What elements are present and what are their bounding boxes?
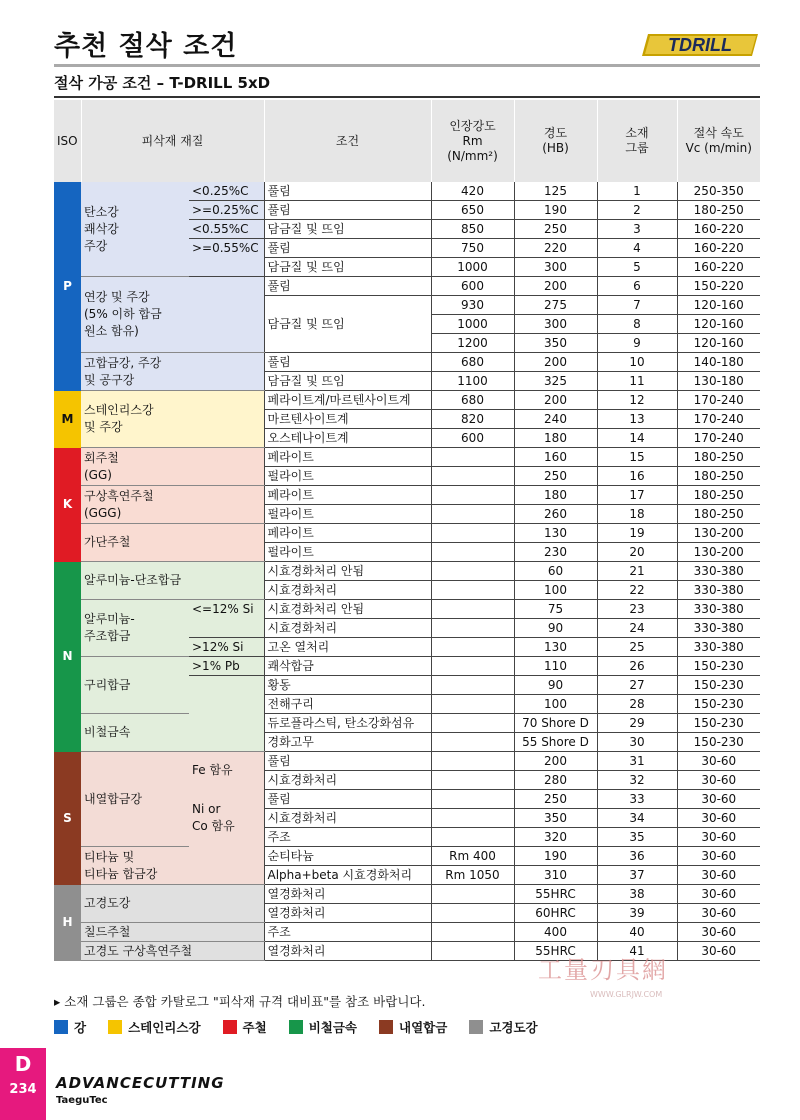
legend-item — [289, 1018, 357, 1036]
legend-item — [54, 1018, 86, 1036]
tensile-cell: 600 — [431, 429, 514, 448]
group-cell: 10 — [597, 353, 677, 372]
tensile-cell — [431, 790, 514, 809]
subtitle: 절삭 가공 조건 – T-DRILL 5xD — [54, 74, 271, 92]
speed-cell: 250-350 — [677, 182, 760, 201]
hardness-cell: 200 — [514, 277, 597, 296]
table-header-row — [54, 100, 760, 182]
table-row — [54, 562, 760, 581]
legend-item — [223, 1018, 267, 1036]
speed-cell: 140-180 — [677, 353, 760, 372]
group-cell: 1 — [597, 182, 677, 201]
tensile-cell — [431, 714, 514, 733]
speed-cell: 30-60 — [677, 790, 760, 809]
condition-cell: 전해구리 — [264, 695, 431, 714]
tensile-cell: 1200 — [431, 334, 514, 353]
tensile-cell — [431, 904, 514, 923]
hardness-cell: 240 — [514, 410, 597, 429]
speed-cell: 330-380 — [677, 581, 760, 600]
condition-cell: 펄라이트 — [264, 543, 431, 562]
condition-cell: 시효경화처리 — [264, 809, 431, 828]
group-cell: 40 — [597, 923, 677, 942]
hardness-cell: 75 — [514, 600, 597, 619]
condition-cell: 마르텐사이트계 — [264, 410, 431, 429]
legend-label: 내열합금 — [399, 1020, 448, 1035]
condition-cell: 시효경화처리 — [264, 581, 431, 600]
hardness-cell: 160 — [514, 448, 597, 467]
footnote: ▸ 소재 그룹은 종합 카탈로그 "피삭재 규격 대비표"를 참조 바랍니다. — [54, 994, 426, 1009]
group-cell: 27 — [597, 676, 677, 695]
iso-cell-k: K — [54, 448, 81, 562]
group-cell: 7 — [597, 296, 677, 315]
sub-cell: Fe 함유 — [189, 752, 264, 790]
speed-cell: 120-160 — [677, 296, 760, 315]
speed-cell: 130-180 — [677, 372, 760, 391]
svg-text:TDRILL: TDRILL — [668, 35, 732, 55]
group-cell: 21 — [597, 562, 677, 581]
speed-cell: 180-250 — [677, 486, 760, 505]
material-cell: 구상흑연주철 (GGG) — [81, 486, 264, 524]
table-row — [54, 277, 760, 296]
legend-label: 주철 — [242, 1020, 267, 1035]
speed-cell: 150-230 — [677, 676, 760, 695]
condition-cell: 시효경화처리 안됨 — [264, 600, 431, 619]
table-body — [54, 182, 760, 961]
hardness-cell: 200 — [514, 353, 597, 372]
watermark: 工量刃具網 — [538, 956, 668, 984]
hardness-cell: 70 Shore D — [514, 714, 597, 733]
tensile-cell — [431, 486, 514, 505]
iso-cell-n: N — [54, 562, 81, 752]
hardness-cell: 130 — [514, 524, 597, 543]
tensile-cell — [431, 771, 514, 790]
material-cell: 고경도 구상흑연주철 — [81, 942, 264, 961]
tensile-cell — [431, 467, 514, 486]
condition-cell: 고온 열처리 — [264, 638, 431, 657]
tensile-cell — [431, 752, 514, 771]
sub-cell: <0.25%C — [189, 182, 264, 201]
speed-cell: 180-250 — [677, 201, 760, 220]
condition-cell: 담금질 및 뜨임 — [264, 258, 431, 277]
condition-cell: 담금질 및 뜨임 — [264, 296, 431, 353]
sub-cell: <=12% Si — [189, 600, 264, 638]
watermark-url: WWW.GLRJW.COM — [590, 990, 663, 999]
group-cell: 9 — [597, 334, 677, 353]
header-iso: ISO — [54, 100, 81, 182]
group-cell: 36 — [597, 847, 677, 866]
table-row — [54, 353, 760, 372]
subtitle-rule — [54, 96, 760, 98]
title-rule — [54, 64, 760, 67]
hardness-cell: 55HRC — [514, 885, 597, 904]
iso-cell-p: P — [54, 182, 81, 391]
group-cell: 37 — [597, 866, 677, 885]
hardness-cell: 190 — [514, 201, 597, 220]
condition-cell: 담금질 및 뜨임 — [264, 220, 431, 239]
tensile-cell — [431, 505, 514, 524]
group-cell: 17 — [597, 486, 677, 505]
material-cell: 알루미늄- 주조합금 — [81, 600, 189, 657]
table-row — [54, 182, 760, 201]
hardness-cell: 230 — [514, 543, 597, 562]
table-row — [54, 600, 760, 619]
speed-cell: 180-250 — [677, 505, 760, 524]
speed-cell: 30-60 — [677, 942, 760, 961]
speed-cell: 330-380 — [677, 600, 760, 619]
material-cell: 스테인리스강 및 주강 — [81, 391, 264, 448]
speed-cell: 120-160 — [677, 334, 760, 353]
group-cell: 5 — [597, 258, 677, 277]
hardness-cell: 130 — [514, 638, 597, 657]
condition-cell: 페라이트 — [264, 448, 431, 467]
group-cell: 34 — [597, 809, 677, 828]
condition-cell: 풀림 — [264, 752, 431, 771]
hardness-cell: 200 — [514, 752, 597, 771]
tensile-cell — [431, 809, 514, 828]
condition-cell: 펄라이트 — [264, 505, 431, 524]
legend-label: 강 — [74, 1020, 87, 1035]
tensile-cell: 750 — [431, 239, 514, 258]
table-row — [54, 448, 760, 467]
hardness-cell: 100 — [514, 695, 597, 714]
speed-cell: 130-200 — [677, 524, 760, 543]
header-speed: 절삭 속도 Vc (m/min) — [677, 100, 760, 182]
group-cell: 16 — [597, 467, 677, 486]
group-cell: 30 — [597, 733, 677, 752]
section-tab — [0, 1048, 46, 1120]
sub-cell: <0.55%C — [189, 220, 264, 239]
group-cell: 33 — [597, 790, 677, 809]
sub-cell: Ni or Co 함유 — [189, 790, 264, 847]
hardness-cell: 180 — [514, 486, 597, 505]
speed-cell: 30-60 — [677, 847, 760, 866]
speed-cell: 130-200 — [677, 543, 760, 562]
condition-cell: 시효경화처리 — [264, 771, 431, 790]
hardness-cell: 400 — [514, 923, 597, 942]
hardness-cell: 60 — [514, 562, 597, 581]
cutting-conditions-table — [54, 100, 760, 961]
tensile-cell: 1000 — [431, 315, 514, 334]
header-tensile: 인장강도 Rm (N/mm²) — [431, 100, 514, 182]
condition-cell: 시효경화처리 — [264, 619, 431, 638]
condition-cell: 쾌삭합금 — [264, 657, 431, 676]
hardness-cell: 300 — [514, 315, 597, 334]
tensile-cell — [431, 676, 514, 695]
tensile-cell — [431, 828, 514, 847]
condition-cell: 풀림 — [264, 201, 431, 220]
condition-cell: 열경화처리 — [264, 885, 431, 904]
material-cell: 비철금속 — [81, 714, 264, 752]
speed-cell: 150-230 — [677, 733, 760, 752]
material-cell: 회주철 (GG) — [81, 448, 264, 486]
hardness-cell: 250 — [514, 790, 597, 809]
speed-cell: 30-60 — [677, 866, 760, 885]
table-row — [54, 752, 760, 771]
speed-cell: 160-220 — [677, 258, 760, 277]
speed-cell: 170-240 — [677, 429, 760, 448]
speed-cell: 120-160 — [677, 315, 760, 334]
table-row — [54, 923, 760, 942]
material-cell: 연강 및 주강 (5% 이하 합금 원소 함유) — [81, 277, 264, 353]
hardness-cell: 90 — [514, 619, 597, 638]
group-cell: 26 — [597, 657, 677, 676]
speed-cell: 170-240 — [677, 410, 760, 429]
legend-swatch — [54, 1020, 68, 1034]
brand-sub: TaeguTec — [56, 1095, 108, 1106]
hardness-cell: 280 — [514, 771, 597, 790]
speed-cell: 30-60 — [677, 923, 760, 942]
group-cell: 19 — [597, 524, 677, 543]
group-cell: 31 — [597, 752, 677, 771]
group-cell: 20 — [597, 543, 677, 562]
hardness-cell: 300 — [514, 258, 597, 277]
group-cell: 15 — [597, 448, 677, 467]
tensile-cell: 820 — [431, 410, 514, 429]
cutting-conditions-table-wrap — [54, 100, 760, 961]
material-cell: 티타늄 및 티타늄 합금강 — [81, 847, 264, 885]
condition-cell: 풀림 — [264, 353, 431, 372]
group-cell: 32 — [597, 771, 677, 790]
tensile-cell: 680 — [431, 353, 514, 372]
tensile-cell: 650 — [431, 201, 514, 220]
tensile-cell: 850 — [431, 220, 514, 239]
group-cell: 39 — [597, 904, 677, 923]
hardness-cell: 110 — [514, 657, 597, 676]
iso-cell-s: S — [54, 752, 81, 885]
group-cell: 38 — [597, 885, 677, 904]
hardness-cell: 350 — [514, 809, 597, 828]
group-cell: 11 — [597, 372, 677, 391]
header-material: 피삭재 재질 — [81, 100, 264, 182]
speed-cell: 150-230 — [677, 695, 760, 714]
group-cell: 29 — [597, 714, 677, 733]
group-cell: 24 — [597, 619, 677, 638]
hardness-cell: 320 — [514, 828, 597, 847]
condition-cell: 풀림 — [264, 277, 431, 296]
table-row — [54, 657, 760, 676]
material-cell: 가단주철 — [81, 524, 264, 562]
speed-cell: 170-240 — [677, 391, 760, 410]
legend-item — [108, 1018, 200, 1036]
sub-cell: >12% Si — [189, 638, 264, 657]
page-title: 추천 절삭 조건 — [54, 31, 238, 62]
group-cell: 6 — [597, 277, 677, 296]
tensile-cell — [431, 543, 514, 562]
legend-swatch — [289, 1020, 303, 1034]
material-cell: 고합금강, 주강 및 공구강 — [81, 353, 264, 391]
speed-cell: 160-220 — [677, 220, 760, 239]
iso-cell-m: M — [54, 391, 81, 448]
group-cell: 28 — [597, 695, 677, 714]
group-cell: 13 — [597, 410, 677, 429]
hardness-cell: 125 — [514, 182, 597, 201]
header-condition: 조건 — [264, 100, 431, 182]
condition-cell: 오스테나이트계 — [264, 429, 431, 448]
header-hardness: 경도 (HB) — [514, 100, 597, 182]
legend-swatch — [108, 1020, 122, 1034]
legend-swatch — [469, 1020, 483, 1034]
tensile-cell — [431, 942, 514, 961]
hardness-cell: 180 — [514, 429, 597, 448]
legend-label: 비철금속 — [308, 1020, 357, 1035]
material-cell: 구리합금 — [81, 657, 189, 714]
condition-cell: 페라이트계/마르텐사이트계 — [264, 391, 431, 410]
speed-cell: 160-220 — [677, 239, 760, 258]
condition-cell: 풀림 — [264, 239, 431, 258]
condition-cell: 열경화처리 — [264, 942, 431, 961]
tensile-cell: Rm 1050 — [431, 866, 514, 885]
speed-cell: 180-250 — [677, 467, 760, 486]
tensile-cell — [431, 448, 514, 467]
hardness-cell: 275 — [514, 296, 597, 315]
legend-item — [469, 1018, 537, 1036]
group-cell: 35 — [597, 828, 677, 847]
tensile-cell — [431, 524, 514, 543]
condition-cell: 경화고무 — [264, 733, 431, 752]
material-cell: 알루미늄-단조합금 — [81, 562, 264, 600]
tensile-cell — [431, 733, 514, 752]
legend-label: 스테인리스강 — [128, 1020, 201, 1035]
speed-cell: 30-60 — [677, 771, 760, 790]
legend-label: 고경도강 — [489, 1020, 538, 1035]
tensile-cell: Rm 400 — [431, 847, 514, 866]
tensile-cell — [431, 581, 514, 600]
hardness-cell: 250 — [514, 220, 597, 239]
speed-cell: 30-60 — [677, 885, 760, 904]
table-row — [54, 847, 760, 866]
tensile-cell: 1000 — [431, 258, 514, 277]
tensile-cell — [431, 562, 514, 581]
group-cell: 3 — [597, 220, 677, 239]
tensile-cell — [431, 923, 514, 942]
material-cell: 내열합금강 — [81, 752, 189, 847]
condition-cell: 담금질 및 뜨임 — [264, 372, 431, 391]
speed-cell: 330-380 — [677, 638, 760, 657]
sub-cell: >1% Pb — [189, 657, 264, 676]
group-cell: 14 — [597, 429, 677, 448]
hardness-cell: 190 — [514, 847, 597, 866]
speed-cell: 150-230 — [677, 657, 760, 676]
speed-cell: 330-380 — [677, 619, 760, 638]
table-row — [54, 885, 760, 904]
tensile-cell — [431, 600, 514, 619]
header-group: 소재 그룹 — [597, 100, 677, 182]
condition-cell: Alpha+beta 시효경화처리 — [264, 866, 431, 885]
group-cell: 25 — [597, 638, 677, 657]
table-row — [54, 714, 760, 733]
group-cell: 12 — [597, 391, 677, 410]
group-cell: 8 — [597, 315, 677, 334]
hardness-cell: 200 — [514, 391, 597, 410]
sub-cell: >=0.55%C — [189, 239, 264, 277]
condition-cell: 주조 — [264, 828, 431, 847]
condition-cell: 펄라이트 — [264, 467, 431, 486]
sub-cell: >=0.25%C — [189, 201, 264, 220]
condition-cell: 풀림 — [264, 790, 431, 809]
tensile-cell — [431, 695, 514, 714]
condition-cell: 순티타늄 — [264, 847, 431, 866]
condition-cell: 열경화처리 — [264, 904, 431, 923]
speed-cell: 330-380 — [677, 562, 760, 581]
table-row — [54, 486, 760, 505]
legend-swatch — [379, 1020, 393, 1034]
group-cell: 18 — [597, 505, 677, 524]
condition-cell: 시효경화처리 안됨 — [264, 562, 431, 581]
hardness-cell: 220 — [514, 239, 597, 258]
group-cell: 23 — [597, 600, 677, 619]
hardness-cell: 55 Shore D — [514, 733, 597, 752]
tensile-cell — [431, 657, 514, 676]
hardness-cell: 60HRC — [514, 904, 597, 923]
hardness-cell: 100 — [514, 581, 597, 600]
hardness-cell: 325 — [514, 372, 597, 391]
iso-cell-h: H — [54, 885, 81, 961]
table-row — [54, 391, 760, 410]
speed-cell: 150-230 — [677, 714, 760, 733]
tensile-cell: 930 — [431, 296, 514, 315]
hardness-cell: 90 — [514, 676, 597, 695]
tensile-cell: 420 — [431, 182, 514, 201]
tensile-cell — [431, 638, 514, 657]
page-number: 234 — [9, 1082, 37, 1097]
table-row — [54, 524, 760, 543]
condition-cell: 페라이트 — [264, 486, 431, 505]
tensile-cell — [431, 619, 514, 638]
brand-logo: ADVANCECUTTING — [56, 1074, 225, 1092]
iso-color-legend — [54, 1018, 560, 1036]
hardness-cell: 350 — [514, 334, 597, 353]
hardness-cell: 260 — [514, 505, 597, 524]
condition-cell: 페라이트 — [264, 524, 431, 543]
speed-cell: 30-60 — [677, 752, 760, 771]
tensile-cell — [431, 885, 514, 904]
material-cell: 고경도강 — [81, 885, 264, 923]
condition-cell: 황동 — [264, 676, 431, 695]
tdrill-logo — [640, 30, 760, 60]
material-cell: 칠드주철 — [81, 923, 264, 942]
speed-cell: 30-60 — [677, 904, 760, 923]
group-cell: 4 — [597, 239, 677, 258]
condition-cell: 주조 — [264, 923, 431, 942]
legend-swatch — [223, 1020, 237, 1034]
sub-cell-empty — [189, 676, 264, 714]
tensile-cell: 600 — [431, 277, 514, 296]
tensile-cell: 680 — [431, 391, 514, 410]
condition-cell: 풀림 — [264, 182, 431, 201]
material-cell: 탄소강 쾌삭강 주강 — [81, 182, 189, 277]
section-letter: D — [14, 1052, 32, 1076]
legend-item — [379, 1018, 447, 1036]
speed-cell: 150-220 — [677, 277, 760, 296]
condition-cell: 듀로플라스틱, 탄소강화섬유 — [264, 714, 431, 733]
hardness-cell: 250 — [514, 467, 597, 486]
hardness-cell: 55HRC — [514, 942, 597, 961]
group-cell: 41 — [597, 942, 677, 961]
group-cell: 22 — [597, 581, 677, 600]
speed-cell: 180-250 — [677, 448, 760, 467]
speed-cell: 30-60 — [677, 809, 760, 828]
hardness-cell: 310 — [514, 866, 597, 885]
speed-cell: 30-60 — [677, 828, 760, 847]
group-cell: 2 — [597, 201, 677, 220]
tensile-cell: 1100 — [431, 372, 514, 391]
